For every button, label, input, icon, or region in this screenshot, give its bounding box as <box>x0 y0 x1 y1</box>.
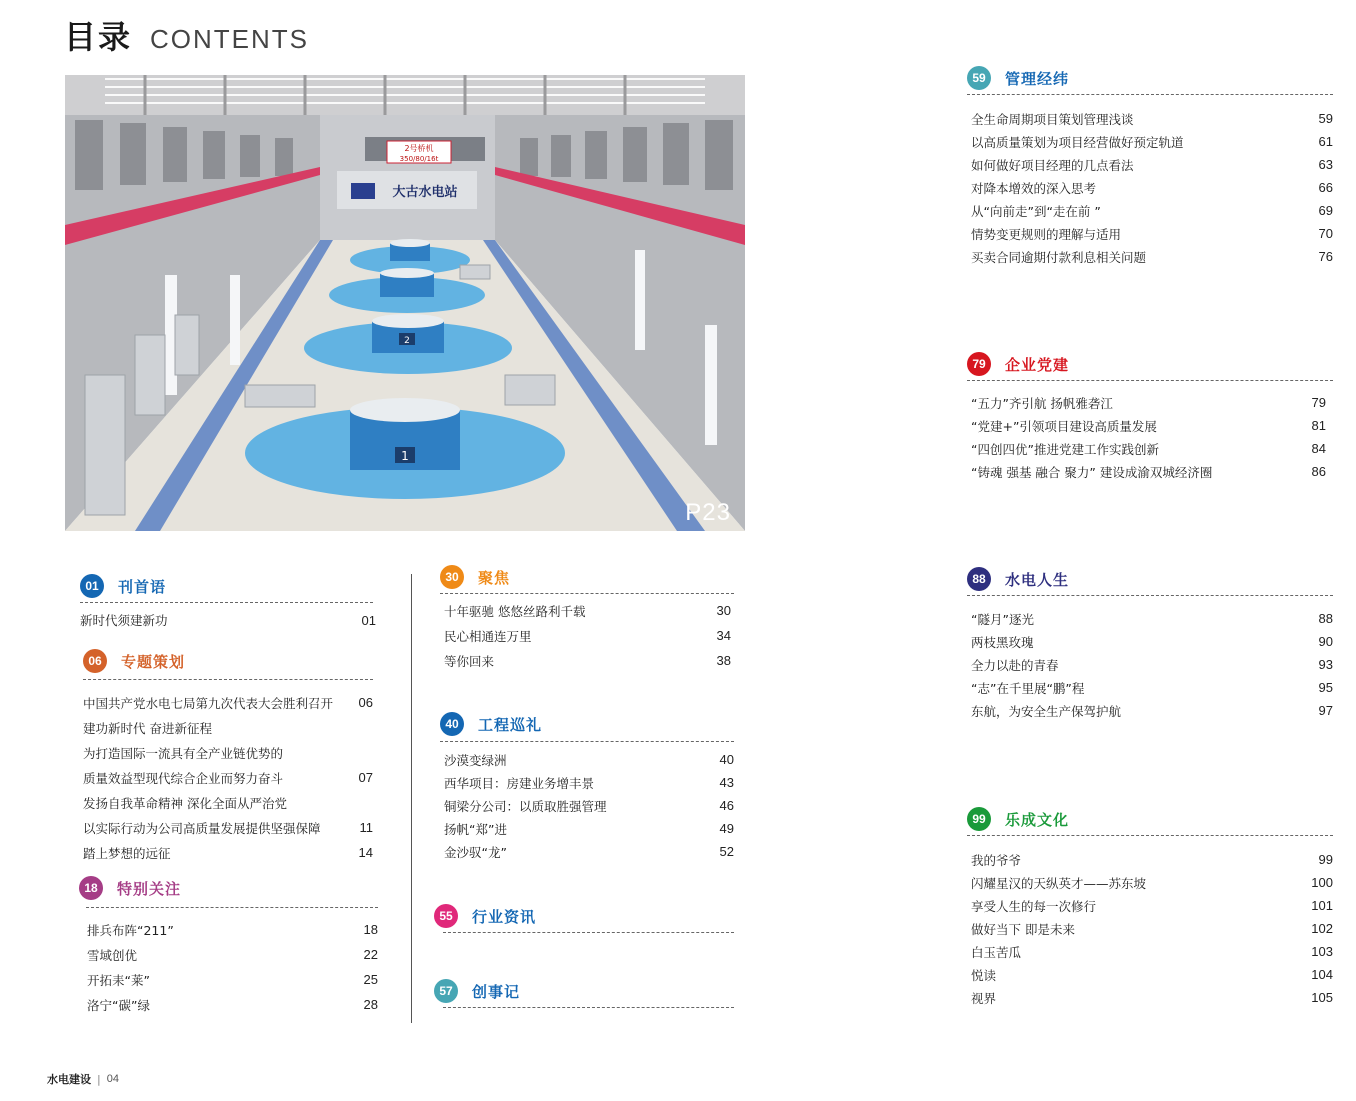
toc-entry[interactable] <box>444 817 734 840</box>
toc-entry[interactable] <box>971 437 1326 460</box>
entry-title: 铜梁分公司：以质取胜强管理 <box>444 798 607 814</box>
toc-entry[interactable] <box>971 245 1333 268</box>
entry-page-number: 79 <box>1311 395 1326 410</box>
section-zhuanti-cehua <box>83 647 373 865</box>
entry-page-number: 97 <box>1318 703 1333 718</box>
section-title: 水电人生 <box>1005 570 1070 589</box>
toc-entry[interactable] <box>83 740 373 765</box>
section-badge: 06 <box>83 649 107 673</box>
section-badge: 59 <box>967 66 991 90</box>
section-title: 刊首语 <box>118 577 167 596</box>
entry-title: 如何做好项目经理的几点看法 <box>971 157 1134 173</box>
toc-entry[interactable] <box>971 699 1333 722</box>
entry-title: 以高质量策划为项目经营做好预定轨道 <box>971 134 1184 150</box>
entry-page-number: 14 <box>358 845 373 860</box>
station-sign-text: 大古水电站 <box>392 185 458 200</box>
toc-entry[interactable] <box>444 748 734 771</box>
toc-entry[interactable] <box>87 917 378 942</box>
dashed-divider <box>443 1007 734 1008</box>
entry-title: 两枝黑玫瑰 <box>971 634 1034 650</box>
entry-title: “隧月”逐光 <box>971 611 1034 627</box>
entry-page-number: 43 <box>719 775 734 790</box>
entry-page-number: 99 <box>1318 852 1333 867</box>
section-shuidian-rensheng <box>967 565 1333 722</box>
toc-entry[interactable] <box>444 840 734 863</box>
entry-page-number: 01 <box>361 612 376 628</box>
entry-page-number: 25 <box>363 972 378 987</box>
dashed-divider <box>80 602 373 603</box>
entry-title: “志”在千里展“鹏”程 <box>971 680 1085 696</box>
dashed-divider <box>967 380 1333 381</box>
entry-page-number: 102 <box>1311 921 1333 936</box>
section-kanshouyu <box>80 572 376 629</box>
entry-title: 从“向前走”到“走在前 ” <box>971 203 1101 219</box>
entry-page-number: 90 <box>1318 634 1333 649</box>
section-badge: 99 <box>967 807 991 831</box>
entry-title: “五力”齐引航 扬帆雅砻江 <box>971 395 1113 411</box>
section-title: 创事记 <box>472 982 521 1001</box>
toc-entry[interactable] <box>971 199 1333 222</box>
entry-title: “铸魂 强基 融合 聚力” 建设成渝双城经济圈 <box>971 464 1213 480</box>
entry-page-number: 61 <box>1318 134 1333 149</box>
toc-entry[interactable] <box>87 942 378 967</box>
page-header <box>64 12 309 58</box>
entry-page-number: 103 <box>1311 944 1333 959</box>
entry-title: 踏上梦想的远征 <box>83 845 171 861</box>
section-badge: 55 <box>434 904 458 928</box>
entry-title: 以实际行动为公司高质量发展提供坚强保障 <box>83 820 321 836</box>
magazine-name: 水电建设 <box>47 1073 91 1086</box>
dashed-divider <box>967 595 1333 596</box>
entry-page-number: 101 <box>1311 898 1333 913</box>
entry-title: 享受人生的每一次修行 <box>971 898 1097 914</box>
section-title: 管理经纬 <box>1005 69 1070 88</box>
contents-title-english: CONTENTS <box>150 24 310 54</box>
toc-entry[interactable] <box>444 598 731 623</box>
entry-page-number: 105 <box>1311 990 1333 1005</box>
photo-page-label: P23 <box>685 499 731 526</box>
entry-title: 视界 <box>971 990 997 1006</box>
toc-entry[interactable] <box>971 940 1333 963</box>
toc-entry[interactable] <box>971 894 1333 917</box>
entry-title: 质量效益型现代综合企业而努力奋斗 <box>83 770 284 786</box>
entry-page-number: 100 <box>1311 875 1333 890</box>
entry-page-number: 93 <box>1318 657 1333 672</box>
toc-entry[interactable] <box>971 130 1333 153</box>
toc-entry[interactable] <box>83 765 373 790</box>
section-badge: 18 <box>79 876 103 900</box>
page-number: 04 <box>106 1073 119 1085</box>
entry-title: 情势变更规则的理解与适用 <box>971 226 1122 242</box>
entry-title: 悦读 <box>971 967 997 983</box>
section-chuang-shiji <box>434 977 734 1008</box>
entry-page-number: 52 <box>719 844 734 859</box>
toc-entry[interactable] <box>971 676 1333 699</box>
entry-title: 做好当下 即是未来 <box>971 921 1075 937</box>
toc-entry[interactable] <box>83 790 373 815</box>
dashed-divider <box>967 94 1333 95</box>
entry-page-number: 46 <box>719 798 734 813</box>
section-badge: 01 <box>80 574 104 598</box>
entry-page-number: 70 <box>1318 226 1333 241</box>
section-jujiao <box>440 563 734 673</box>
toc-entry[interactable] <box>83 690 373 715</box>
entry-page-number: 11 <box>359 820 373 835</box>
unit-number: 1 <box>401 449 409 463</box>
dashed-divider <box>440 593 734 594</box>
toc-entry[interactable] <box>971 222 1333 245</box>
toc-entry[interactable] <box>80 611 376 629</box>
section-guanli-jingwei <box>967 64 1333 268</box>
entry-title: 排兵布阵“211” <box>87 922 174 938</box>
entry-page-number: 81 <box>1311 418 1326 433</box>
toc-entry[interactable] <box>87 967 378 992</box>
section-gongcheng-xunli <box>440 710 734 863</box>
entry-page-number: 34 <box>716 628 731 643</box>
toc-entry[interactable] <box>971 871 1333 894</box>
section-title: 聚焦 <box>478 568 511 587</box>
toc-entry[interactable] <box>444 794 734 817</box>
section-hangye-zixun <box>434 902 734 933</box>
toc-entry[interactable] <box>971 391 1326 414</box>
entry-title: 建功新时代 奋进新征程 <box>83 720 212 736</box>
entry-title: 买卖合同逾期付款利息相关问题 <box>971 249 1147 265</box>
entry-page-number: 30 <box>716 603 731 618</box>
toc-entry[interactable] <box>971 607 1333 630</box>
entry-title: 发扬自我革命精神 深化全面从严治党 <box>83 795 287 811</box>
toc-entry[interactable] <box>971 848 1333 871</box>
column-divider <box>411 574 412 1023</box>
entry-page-number: 86 <box>1311 464 1326 479</box>
entry-page-number: 59 <box>1318 111 1333 126</box>
section-badge: 79 <box>967 352 991 376</box>
toc-entry[interactable] <box>444 623 731 648</box>
crane-label-text: 2号桥机 <box>404 144 434 153</box>
entry-title: 我的爷爷 <box>971 852 1022 868</box>
toc-entry[interactable] <box>971 176 1333 199</box>
dashed-divider <box>83 679 373 680</box>
entry-title: 中国共产党水电七局第九次代表大会胜利召开 <box>83 695 334 711</box>
unit-number: 2 <box>404 336 410 346</box>
entry-page-number: 84 <box>1311 441 1326 456</box>
entry-page-number: 76 <box>1318 249 1333 264</box>
entry-title: 沙漠变绿洲 <box>444 752 507 768</box>
toc-entry[interactable] <box>971 986 1333 1009</box>
dashed-divider <box>86 907 378 908</box>
entry-title: 闪耀星汉的天纵英才——苏东坡 <box>971 875 1147 891</box>
entry-title: 全生命周期项目策划管理浅谈 <box>971 111 1134 127</box>
section-badge: 57 <box>434 979 458 1003</box>
section-qiye-dangjian <box>967 350 1333 483</box>
section-lecheng-wenhua <box>967 805 1333 1009</box>
entry-title: “四创四优”推进党建工作实践创新 <box>971 441 1159 457</box>
toc-entry[interactable] <box>971 630 1333 653</box>
entry-title: 对降本增效的深入思考 <box>971 180 1097 196</box>
entry-page-number: 18 <box>363 922 378 937</box>
powerhouse-illustration <box>65 75 745 531</box>
contents-title: 目录 <box>64 18 133 56</box>
entry-title: 洛宁“碳”绿 <box>87 997 150 1013</box>
entry-title: 新时代须建新功 <box>80 613 168 628</box>
entry-page-number: 06 <box>358 695 373 710</box>
dashed-divider <box>440 741 734 742</box>
section-title: 工程巡礼 <box>478 715 543 734</box>
entry-page-number: 38 <box>716 653 731 668</box>
entry-page-number: 88 <box>1318 611 1333 626</box>
toc-entry[interactable] <box>971 653 1333 676</box>
toc-entry[interactable] <box>971 153 1333 176</box>
toc-entry[interactable] <box>83 715 373 740</box>
entry-title: 为打造国际一流具有全产业链优势的 <box>83 745 284 761</box>
entry-title: 十年驱驰 悠悠丝路利千载 <box>444 603 586 619</box>
entry-page-number: 66 <box>1318 180 1333 195</box>
section-badge: 88 <box>967 567 991 591</box>
toc-entry[interactable] <box>971 460 1326 483</box>
section-title: 企业党建 <box>1005 355 1070 374</box>
entry-title: 东航，为安全生产保驾护航 <box>971 703 1122 719</box>
toc-entry[interactable] <box>87 992 378 1017</box>
section-title: 特别关注 <box>117 879 182 898</box>
section-title: 专题策划 <box>121 652 186 671</box>
entry-page-number: 49 <box>719 821 734 836</box>
crane-sub-text: 350/80/16t <box>399 155 439 163</box>
section-title: 乐成文化 <box>1005 810 1070 829</box>
toc-entry[interactable] <box>83 840 373 865</box>
entry-title: 开拓耒“莱” <box>87 972 150 988</box>
entry-page-number: 07 <box>358 770 373 785</box>
toc-entry[interactable] <box>83 815 373 840</box>
toc-entry[interactable] <box>444 771 734 794</box>
entry-title: “党建+”引领项目建设高质量发展 <box>971 418 1157 434</box>
toc-entry[interactable] <box>971 917 1333 940</box>
footer-separator: | <box>97 1072 101 1086</box>
entry-page-number: 63 <box>1318 157 1333 172</box>
entry-title: 西华项目：房建业务增丰景 <box>444 775 595 791</box>
toc-entry[interactable] <box>971 107 1333 130</box>
entry-title: 雪域创优 <box>87 947 138 963</box>
entry-title: 等你回来 <box>444 653 495 669</box>
entry-title: 白玉苦瓜 <box>971 944 1022 960</box>
entry-title: 金沙驭“龙” <box>444 844 507 860</box>
entry-page-number: 104 <box>1311 967 1333 982</box>
entry-page-number: 40 <box>719 752 734 767</box>
entry-page-number: 28 <box>363 997 378 1012</box>
toc-entry[interactable] <box>971 963 1333 986</box>
section-badge: 30 <box>440 565 464 589</box>
toc-entry[interactable] <box>971 414 1326 437</box>
toc-entry[interactable] <box>444 648 731 673</box>
entry-page-number: 69 <box>1318 203 1333 218</box>
entry-page-number: 22 <box>363 947 378 962</box>
section-badge: 40 <box>440 712 464 736</box>
section-title: 行业资讯 <box>472 907 537 926</box>
entry-title: 全力以赴的青春 <box>971 657 1059 673</box>
entry-page-number: 95 <box>1318 680 1333 695</box>
dashed-divider <box>967 835 1333 836</box>
hydropower-station-photo[interactable] <box>65 75 745 531</box>
entry-title: 扬帆“郑”进 <box>444 821 507 837</box>
dashed-divider <box>443 932 734 933</box>
page-footer <box>47 1071 119 1087</box>
entry-title: 民心相通连万里 <box>444 628 532 644</box>
section-tebie-guanzhu <box>79 874 378 1017</box>
